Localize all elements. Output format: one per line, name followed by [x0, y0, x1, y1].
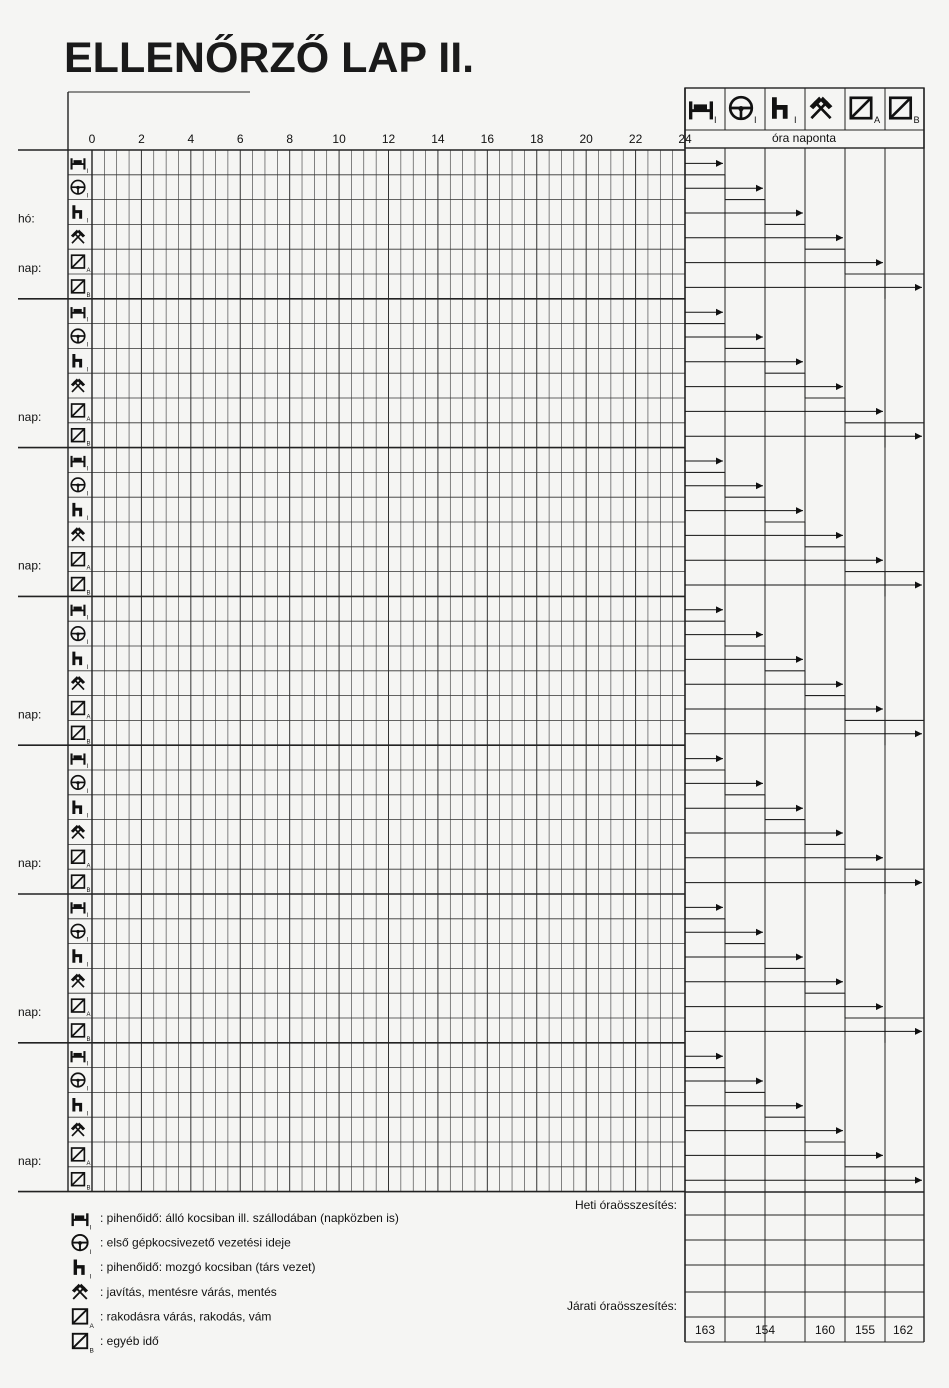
- icon-subscript: B: [913, 115, 920, 125]
- box-slash-icon: [72, 578, 91, 597]
- footer-total-number: 163: [694, 1323, 716, 1337]
- hour-tick-label: 6: [236, 132, 244, 146]
- legend-item-text: : egyéb idő: [100, 1334, 159, 1348]
- bed-icon: [71, 753, 89, 770]
- hour-tick-label: 14: [431, 132, 445, 146]
- icon-subscript: I: [86, 1111, 89, 1118]
- hour-tick-label: 22: [628, 132, 643, 146]
- box-slash-icon: [72, 999, 91, 1018]
- bed-icon: [71, 902, 89, 919]
- crossed-hammers-icon: [810, 97, 833, 119]
- icon-subscript: I: [86, 218, 89, 225]
- day-labels: [18, 211, 41, 1167]
- hour-tick-label: 0: [88, 132, 96, 146]
- box-slash-icon: [72, 429, 91, 448]
- steering-wheel-icon: [72, 1235, 91, 1256]
- seat-icon: [74, 503, 89, 522]
- icon-subscript: I: [86, 491, 89, 498]
- icon-subscript: A: [874, 115, 881, 125]
- seat-icon: [74, 652, 89, 671]
- icon-subscript: I: [86, 367, 89, 374]
- bed-icon: [71, 307, 89, 324]
- crossed-hammers-icon: [71, 1122, 85, 1136]
- icon-subscript: I: [794, 115, 797, 125]
- day-label: nap:: [18, 1005, 42, 1019]
- legend-item-text: : rakodásra várás, rakodás, vám: [100, 1309, 272, 1324]
- bed-icon: [71, 1051, 89, 1068]
- day-label: nap:: [18, 1153, 42, 1168]
- icon-subscript: I: [86, 764, 89, 771]
- footer-total-number: 160: [814, 1323, 836, 1337]
- icon-subscript: B: [86, 292, 91, 299]
- legend-item-text: : javítás, mentésre várás, mentés: [100, 1284, 277, 1299]
- icon-subscript: I: [754, 115, 757, 125]
- bed-icon: [71, 456, 89, 473]
- time-grid: [18, 88, 685, 1342]
- steering-wheel-icon: [71, 1073, 88, 1092]
- hour-tick-label: 16: [480, 132, 495, 146]
- icon-subscript: A: [86, 565, 91, 572]
- icon-subscript: I: [86, 1086, 89, 1093]
- box-slash-icon: [72, 875, 91, 894]
- icon-subscript: I: [86, 466, 89, 473]
- steering-wheel-icon: [71, 180, 88, 199]
- icon-subscript: I: [86, 342, 89, 349]
- icon-subscript: A: [86, 863, 91, 870]
- icon-subscript: B: [86, 888, 91, 895]
- box-slash-icon: [72, 1148, 91, 1167]
- box-slash-icon: [72, 280, 91, 299]
- icon-subscript: A: [89, 1322, 94, 1330]
- box-slash-icon: [73, 1334, 94, 1355]
- icon-subscript: I: [86, 615, 89, 622]
- bed-icon: [71, 158, 89, 175]
- hour-tick-label: 10: [332, 132, 346, 146]
- icon-subscript: A: [86, 714, 91, 721]
- bed-icon: [71, 605, 89, 622]
- icon-subscript: I: [86, 516, 89, 523]
- bed-icon: [72, 1213, 92, 1231]
- icon-subscript: I: [89, 1249, 92, 1257]
- crossed-hammers-icon: [71, 378, 85, 392]
- icon-subscript: I: [714, 115, 717, 125]
- icon-subscript: B: [86, 739, 91, 746]
- crossed-hammers-icon: [71, 230, 85, 244]
- icon-subscript: B: [86, 441, 91, 448]
- steering-wheel-icon: [71, 329, 88, 348]
- footer-total-number: 154: [754, 1323, 776, 1337]
- steering-wheel-icon: [71, 627, 88, 646]
- icon-subscript: A: [86, 1160, 91, 1167]
- day-label: nap:: [18, 261, 42, 275]
- icon-subscript: I: [86, 937, 89, 944]
- day-label: nap:: [18, 558, 42, 573]
- box-slash-icon: [72, 726, 91, 745]
- crossed-hammers-icon: [71, 974, 85, 988]
- legend-item-text: : pihenőidő: mozgó kocsiban (társ vezet): [100, 1260, 316, 1275]
- icon-subscript: A: [86, 268, 91, 275]
- summary-arrows: [685, 163, 922, 1180]
- crossed-hammers-icon: [71, 527, 85, 541]
- legend-item-text: : pihenőidő: álló kocsiban ill. szállodában (napközben is): [100, 1211, 399, 1225]
- day-label: nap:: [18, 856, 42, 871]
- box-slash-icon: [72, 255, 91, 274]
- box-slash-icon: [72, 553, 91, 572]
- seat-icon: [774, 97, 796, 125]
- box-slash-icon: [72, 1173, 91, 1192]
- box-slash-icon: [73, 1309, 95, 1330]
- icon-subscript: B: [86, 1036, 91, 1043]
- day-label: nap:: [18, 409, 42, 424]
- footer-total-number: 162: [892, 1323, 914, 1337]
- seat-icon: [74, 354, 89, 373]
- icon-subscript: B: [86, 590, 91, 597]
- day-label: hó:: [18, 211, 35, 226]
- box-slash-icon: [890, 98, 919, 125]
- crossed-hammers-icon: [71, 825, 85, 839]
- seat-icon: [74, 205, 89, 224]
- crossed-hammers-icon: [71, 676, 85, 690]
- seat-icon: [74, 800, 89, 819]
- steering-wheel-icon: [71, 478, 88, 497]
- icon-subscript: I: [86, 813, 89, 820]
- icon-subscript: I: [86, 1061, 89, 1068]
- box-slash-icon: [72, 1024, 91, 1043]
- icon-subscript: I: [86, 962, 89, 969]
- legend: [72, 1211, 399, 1355]
- hour-axis-labels: [89, 132, 692, 146]
- icon-subscript: I: [86, 317, 89, 324]
- icon-subscript: B: [89, 1347, 94, 1355]
- box-slash-icon: [851, 98, 881, 125]
- icon-subscript: I: [86, 788, 89, 795]
- icon-subscript: I: [86, 193, 89, 200]
- icon-subscript: A: [86, 1012, 91, 1019]
- page-title: ELLENŐRZŐ LAP II.: [64, 34, 475, 82]
- hour-tick-label: 18: [530, 132, 544, 146]
- icon-subscript: I: [86, 912, 89, 919]
- steering-wheel-icon: [730, 97, 756, 125]
- hour-tick-label: 2: [138, 132, 145, 146]
- hour-tick-label: 20: [579, 132, 593, 146]
- bed-icon: [689, 101, 717, 125]
- steering-wheel-icon: [71, 924, 88, 943]
- day-label: nap:: [18, 707, 42, 722]
- box-slash-icon: [72, 850, 91, 869]
- footer-totals: [695, 1317, 913, 1342]
- summary-column-label: óra naponta: [771, 131, 837, 145]
- hour-tick-label: 4: [187, 132, 195, 146]
- summary-table: [685, 88, 924, 1342]
- icon-subscript: I: [86, 168, 89, 175]
- legend-item-text: : első gépkocsivezető vezetési ideje: [100, 1235, 291, 1250]
- icon-subscript: I: [89, 1273, 92, 1281]
- weekly-total-label: Heti óraösszesítés:: [574, 1198, 677, 1212]
- box-slash-icon: [72, 404, 91, 423]
- trip-total-label: Járati óraösszesítés:: [566, 1299, 677, 1313]
- footer-total-number: 155: [854, 1323, 876, 1337]
- hour-tick-label: 24: [678, 132, 692, 146]
- seat-icon: [74, 949, 89, 968]
- crossed-hammers-icon: [72, 1284, 88, 1299]
- icon-subscript: I: [89, 1224, 92, 1232]
- icon-subscript: I: [86, 640, 89, 647]
- hour-tick-label: 8: [286, 132, 294, 146]
- seat-icon: [75, 1260, 91, 1281]
- seat-icon: [74, 1098, 89, 1117]
- hour-tick-label: 12: [381, 132, 396, 146]
- steering-wheel-icon: [71, 776, 88, 795]
- icon-subscript: I: [86, 664, 89, 671]
- icon-subscript: A: [86, 416, 91, 423]
- icon-subscript: B: [86, 1185, 91, 1192]
- row-icon-column: [71, 158, 91, 1191]
- box-slash-icon: [72, 702, 91, 721]
